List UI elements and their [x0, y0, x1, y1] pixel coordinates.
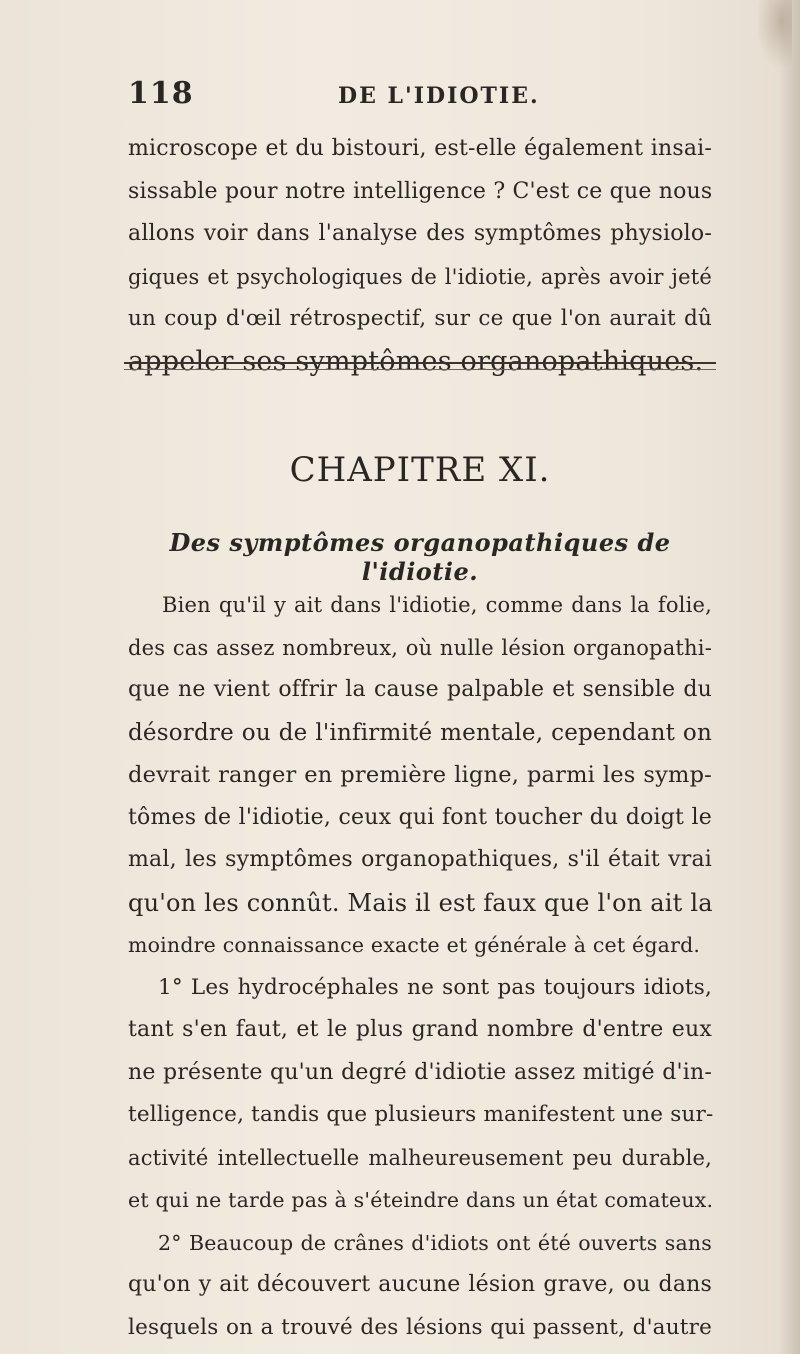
- text-line: devrait ranger en première ligne, parmi les symp-: [128, 762, 712, 788]
- text-line: tant s'en faut, et le plus grand nombre d'entre eux: [128, 1017, 712, 1042]
- text-line: microscope et du bistouri, est-elle également insai-: [128, 136, 712, 161]
- text-line: 1° Les hydrocéphales ne sont pas toujours idiots,: [158, 974, 712, 1000]
- text-line: que ne vient offrir la cause palpable et sensible du: [128, 677, 712, 702]
- text-line: appeler ses symptômes organopathiques.: [128, 345, 704, 377]
- text-line: qu'on y ait découvert aucune lésion grave, ou dans: [128, 1272, 712, 1297]
- chapter-title: CHAPITRE XI.: [289, 450, 551, 490]
- text-line: et qui ne tarde pas à s'éteindre dans un état comateux.: [128, 1188, 714, 1212]
- text-line: 2° Beaucoup de crânes d'idiots ont été ouverts sans: [158, 1230, 712, 1255]
- text-line: qu'on les connût. Mais il est faux que l'on ait la: [128, 888, 713, 917]
- text-line: allons voir dans l'analyse des symptômes physiolo-: [128, 221, 712, 246]
- top-paragraph: [128, 128, 712, 383]
- text-line: désordre ou de l'infirmité mentale, cependant on: [128, 719, 712, 746]
- running-head-title: DE L'IDIOTIE.: [338, 83, 540, 109]
- text-line: un coup d'œil rétrospectif, sur ce que l'on aurait dû: [128, 306, 712, 331]
- text-line: moindre connaissance exacte et générale à cet égard.: [128, 933, 701, 957]
- page-number: 118: [128, 76, 194, 111]
- page-edge-shadow: [778, 0, 800, 1354]
- chapter-divider-rule: [124, 362, 716, 370]
- text-line: giques et psychologiques de l'idiotie, après avoir jeté: [128, 264, 712, 289]
- text-line: ne présente qu'un degré d'idiotie assez mitigé d'in-: [128, 1059, 712, 1085]
- chapter-body: [128, 584, 712, 1349]
- running-head: [128, 76, 688, 116]
- page-corner-stain: [756, 0, 792, 70]
- text-line: sissable pour notre intelligence ? C'est ce que nous: [128, 178, 713, 204]
- text-line: activité intellectuelle malheureusement peu durable,: [128, 1145, 712, 1170]
- text-line: Bien qu'il y ait dans l'idiotie, comme dans la folie,: [162, 593, 712, 617]
- text-line: mal, les symptômes organopathiques, s'il était vrai: [128, 847, 712, 872]
- text-line: telligence, tandis que plusieurs manifestent une sur-: [128, 1102, 714, 1127]
- text-line: tômes de l'idiotie, ceux qui font toucher du doigt le: [128, 804, 712, 830]
- chapter-subtitle: Des symptômes organopathiques de l'idiotie.: [169, 528, 671, 586]
- text-line: des cas assez nombreux, où nulle lésion organopathi-: [128, 635, 712, 660]
- text-line: lesquels on a trouvé des lésions qui passent, d'autre: [128, 1314, 712, 1340]
